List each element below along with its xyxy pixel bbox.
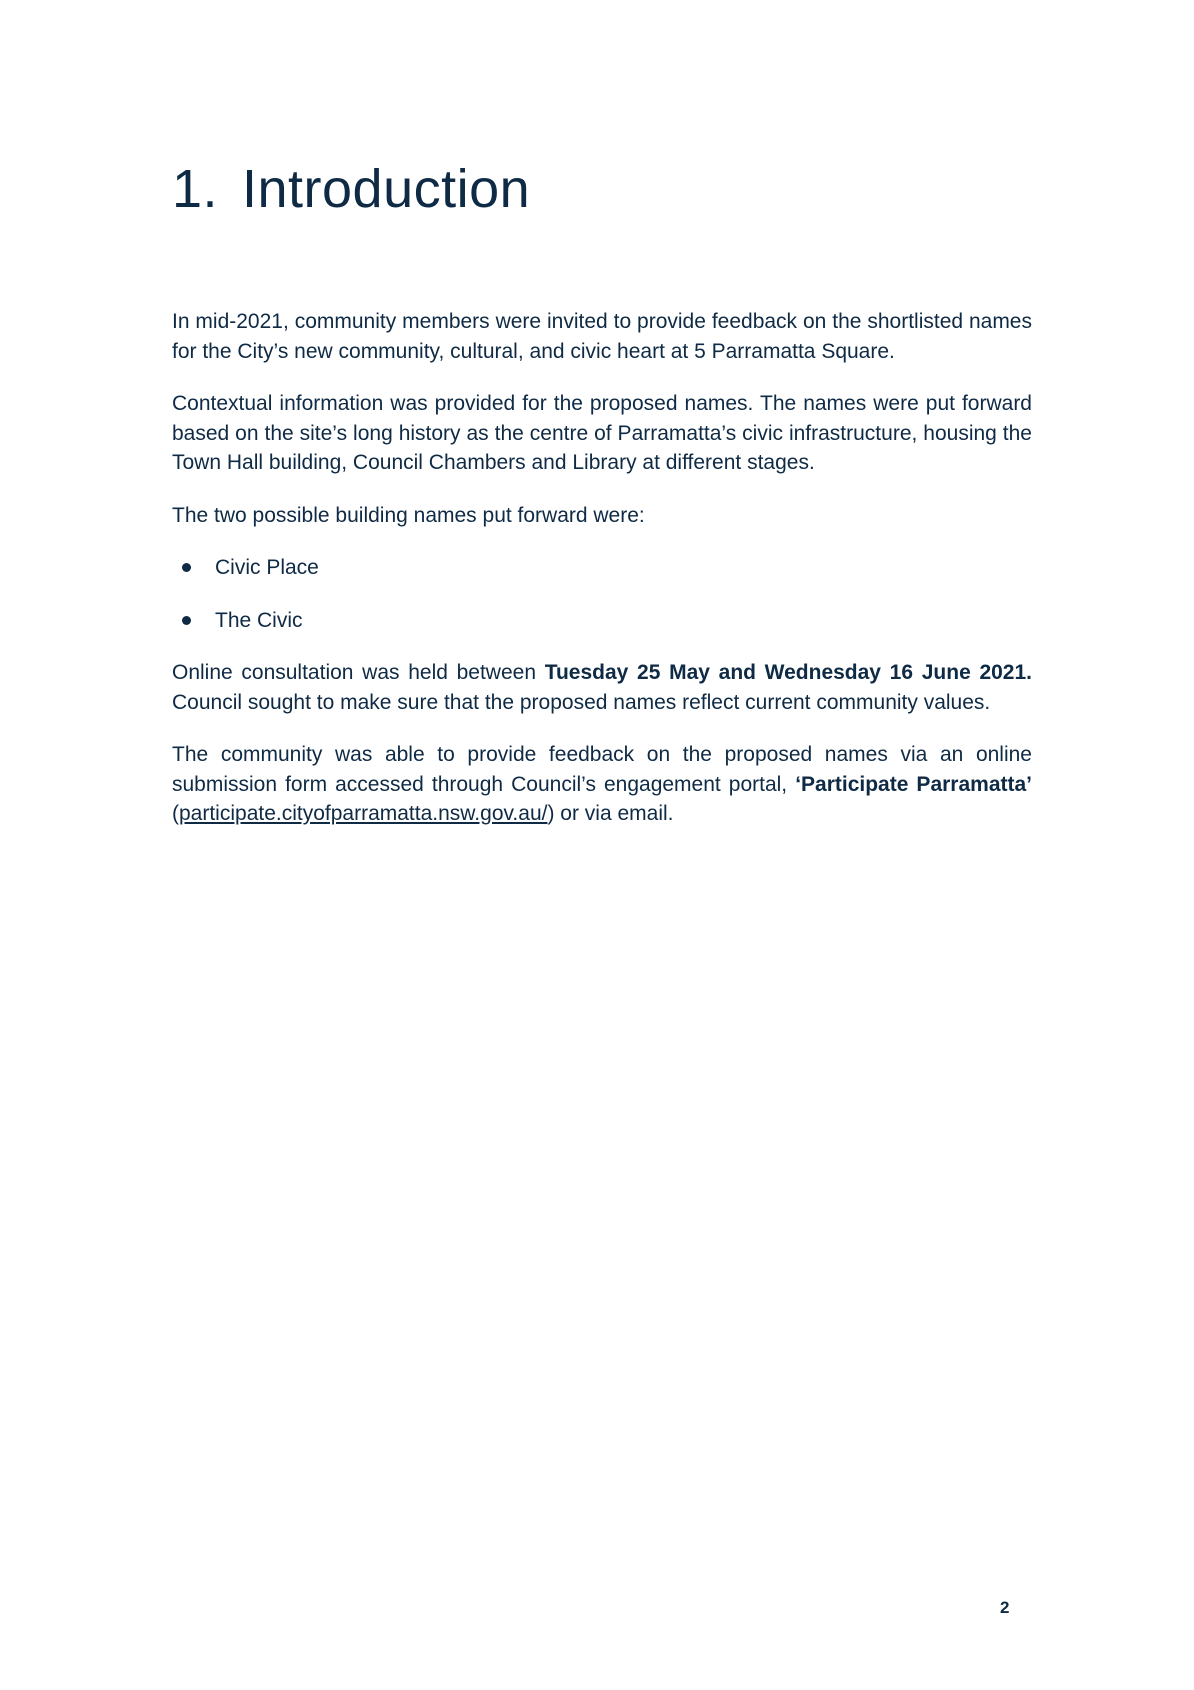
consultation-dates: Tuesday 25 May and Wednesday 16 June 2021. <box>544 661 1032 684</box>
section-number: 1. <box>172 159 219 219</box>
paragraph-feedback-channels <box>172 740 1032 829</box>
bullet-icon <box>182 616 191 625</box>
feedback-text-start: The community was able to provide feedback on the proposed names via an online submission form accessed through Council’s engagement portal, <box>172 743 1032 796</box>
page-number: 2 <box>1000 1598 1010 1617</box>
list-item-label: Civic Place <box>215 556 319 579</box>
paragraph-names-lead: The two possible building names put forward were: <box>172 503 645 527</box>
paragraph-intro: In mid-2021, community members were invited to provide feedback on the shortlisted names for the City’s new community, cultural, and civic heart at 5 Parramatta Square. <box>172 310 1032 363</box>
portal-link[interactable]: participate.cityofparramatta.nsw.gov.au/ <box>179 802 548 825</box>
consultation-text-end: Council sought to make sure that the proposed names reflect current community values. <box>172 690 991 714</box>
list-item-label: The Civic <box>215 608 303 632</box>
section-title: Introduction <box>242 159 531 219</box>
list-item <box>172 606 1032 636</box>
section-heading <box>172 158 530 220</box>
paragraph-context: Contextual information was provided for the proposed names. The names were put forward based on the site’s long history as the centre of Parramatta’s civic infrastructure, housing the Town Hall building, Council Chambers and Library at different stages. <box>172 392 1032 474</box>
bullet-icon <box>182 563 191 572</box>
feedback-paren-open: ( <box>172 802 179 825</box>
feedback-text-end: ) or via email. <box>547 802 674 825</box>
paragraph-consultation-dates <box>172 658 1032 717</box>
names-list <box>172 553 1032 635</box>
portal-name: ‘Participate Parramatta’ <box>795 772 1032 796</box>
section-body <box>172 307 1032 852</box>
consultation-text-start: Online consultation was held between <box>172 661 545 684</box>
list-item <box>172 553 1032 583</box>
